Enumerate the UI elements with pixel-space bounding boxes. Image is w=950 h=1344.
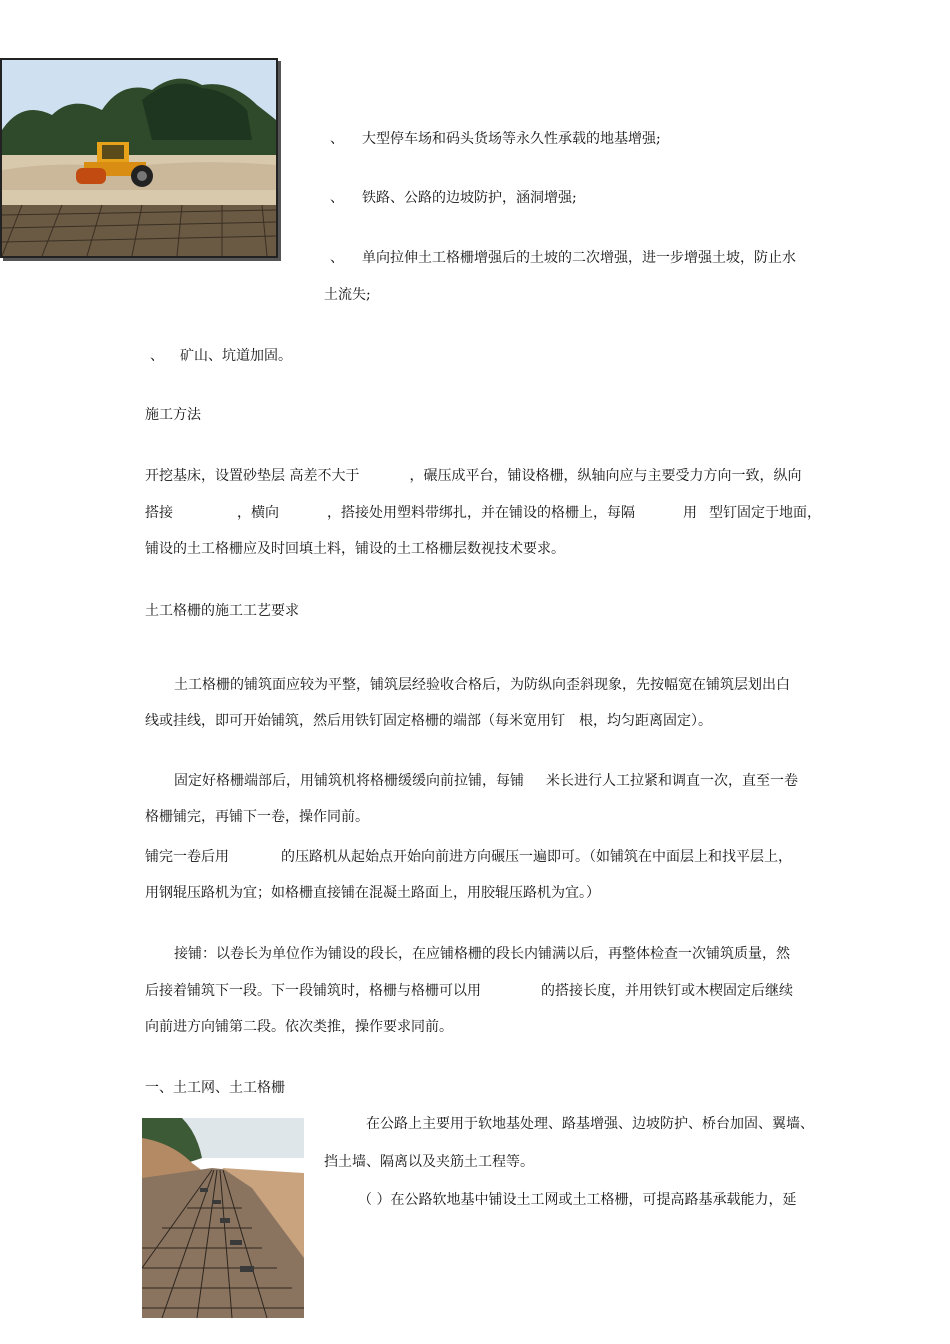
paragraph-line: 线或挂线，即可开始铺筑，然后用铁钉固定格栅的端部（每米宽用钉 根，均匀距离固定）。 — [145, 713, 712, 729]
bullet-text: 矿山、坑道加固。 — [180, 348, 292, 364]
paragraph-line: （ ）在公路软地基中铺设土工网或土工格栅，可提高路基承载能力，延 — [358, 1192, 797, 1208]
section-heading-geonet: 一、土工网、土工格栅 — [145, 1080, 285, 1096]
bullet-item — [330, 128, 661, 148]
bullet-mark: 、 — [330, 190, 344, 206]
paragraph-line: 用钢辊压路机为宜；如格栅直接铺在混凝土路面上，用胶辊压路机为宜。） — [145, 885, 600, 901]
roller-photo — [0, 58, 278, 258]
method-line: 开挖基床，设置砂垫层 高差不大于 ，碾压成平台，铺设格栅，纵轴向应与主要受力方向一致，纵向 — [145, 468, 802, 484]
bullet-mark: 、 — [150, 348, 164, 364]
paragraph-line: 铺完一卷后用 的压路机从起始点开始向前进方向碾压一遍即可。（如铺筑在中面层上和找平层上， — [145, 849, 792, 865]
bullet-text: 单向拉伸土工格栅增强后的土坡的二次增强，进一步增强土坡，防止水 — [362, 250, 796, 266]
paragraph-line: 格栅铺完，再铺下一卷，操作同前。 — [145, 809, 369, 825]
bullet-mark: 、 — [330, 131, 344, 147]
road-geogrid-photo — [142, 1118, 304, 1318]
method-line: 搭接 ，横向 ，搭接处用塑料带绑扎，并在铺设的格栅上，每隔 用 型钉固定于地面， — [145, 505, 821, 521]
bullet-mark: 、 — [330, 250, 344, 266]
paragraph-line: 土工格栅的铺筑面应较为平整，铺筑层经验收合格后，为防纵向歪斜现象，先按幅宽在铺筑层划出白 — [174, 677, 790, 693]
method-line: 铺设的土工格栅应及时回填土料，铺设的土工格栅层数视技术要求。 — [145, 541, 565, 557]
bullet-text: 大型停车场和码头货场等永久性承载的地基增强; — [362, 131, 661, 147]
paragraph-line: 固定好格栅端部后，用铺筑机将格栅缓缓向前拉铺，每铺 米长进行人工拉紧和调直一次，直至一卷 — [174, 773, 798, 789]
paragraph-line: 向前进方向铺第二段。依次类推，操作要求同前。 — [145, 1019, 453, 1035]
paragraph-line: 接铺：以卷长为单位作为铺设的段长，在应铺格栅的段长内铺满以后，再整体检查一次铺筑质量，然 — [174, 946, 790, 962]
paragraph-line: 后接着铺筑下一段。下一段铺筑时，格栅与格栅可以用 的搭接长度，并用铁钉或木楔固定后继续 — [145, 983, 793, 999]
section-heading-requirements: 土工格栅的施工工艺要求 — [145, 603, 299, 619]
paragraph-line: 挡土墙、隔离以及夹筋土工程等。 — [324, 1154, 534, 1170]
bullet-text: 铁路、公路的边坡防护，涵洞增强; — [362, 190, 577, 206]
bullet-continuation: 土流失; — [324, 287, 371, 303]
paragraph-line: 在公路上主要用于软地基处理、路基增强、边坡防护、桥台加固、翼墙、 — [366, 1116, 814, 1132]
bullet-item — [330, 247, 796, 267]
bullet-item — [330, 187, 577, 207]
bullet-item — [150, 345, 292, 365]
section-heading-method: 施工方法 — [145, 407, 201, 423]
